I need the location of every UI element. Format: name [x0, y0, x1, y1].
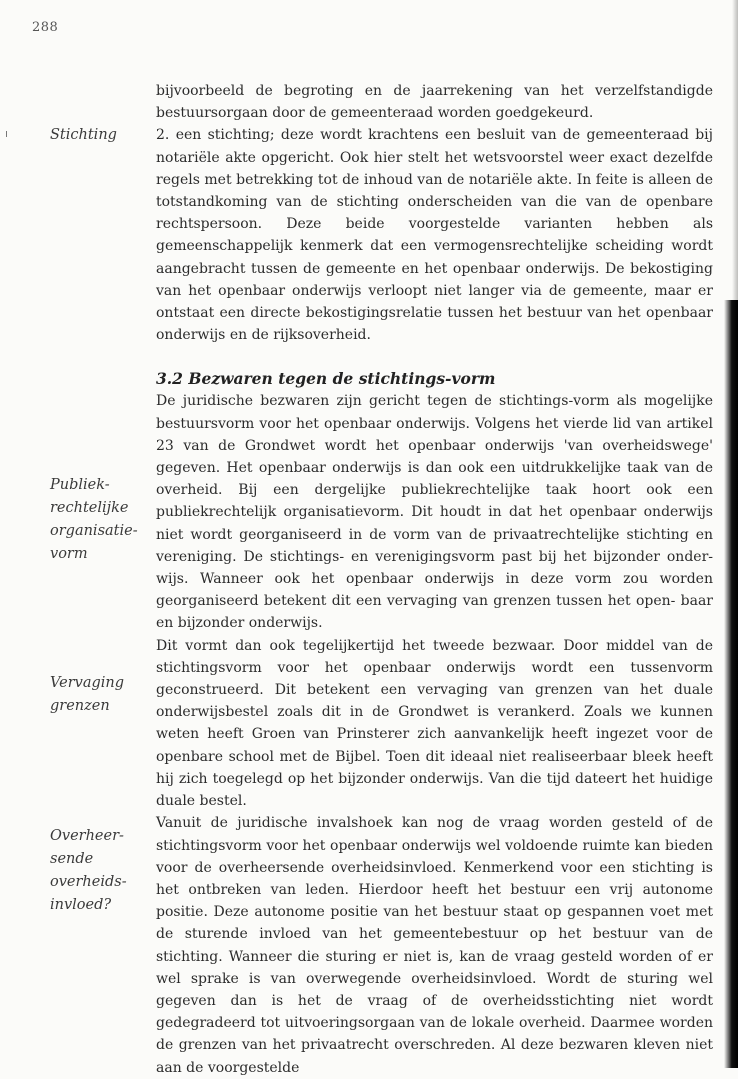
margin-note-line: Stichting: [50, 127, 117, 143]
paragraph-continuation: bijvoorbeeld de begroting en de jaarrekening van het verzelfstandigde bestuursorgaan door de gemeenteraad worden goedgekeurd.: [156, 83, 713, 122]
margin-note-overheersende-overheidsinvloed: [50, 825, 146, 917]
margin-note-line: overheids-: [50, 874, 127, 890]
scan-mark: [6, 131, 7, 137]
margin-note-line: Overheer-: [50, 828, 124, 844]
paragraph-tweede-bezwaar: Dit vormt dan ook tegelijkertijd het tweede bezwaar. Door middel van de stichtingsvorm voor het openbaar onderwijs wordt een tussenvorm geconstrueerd. Dit betekent een vervaging van grenzen van het duale onderwijsbestel zoals dit in de Grondwet is verankerd. Zoals we kunnen weten heeft Groen van Prinsterer zich aanvankelijk heeft ingezet voor de openbare school met de Bijbel. Toen dit ideaal niet realiseerbaar bleek heeft hij zich toegelegd op het bijzonder onderwijs. Van die tijd dateert het huidige duale bestel.: [156, 637, 713, 810]
paragraph-juridische-invalshoek: Vanuit de juridische invalshoek kan nog de vraag worden gesteld of de stichtingsvorm voor het openbaar onderwijs wel voldoende ruimte kan bieden voor de overheersende overheidsinvloed. Kenmerkend voor een stichting is het ontbreken van leden. Hierdoor heeft het bestuur een vrij autonome positie. Deze autonome positie van het bestuur staat op gespannen voet met de sturende invloed van het gemeentebestuur op het bestuur van de stichting. Wanneer die sturing er niet is, kan de vraag gesteld worden of er wel sprake is van overwegende overheidsinvloed. Wordt de sturing wel gegeven dan is het de vraag of de overheidsstichting niet wordt gedegradeerd tot uitvoeringsorgaan van de lokale overheid. Daarmee worden de grenzen van het privaatrecht overschreden. Al deze bezwaren kleven niet aan de voorgestelde: [156, 815, 713, 1076]
margin-note-line: Publiek-: [50, 477, 110, 493]
margin-note-line: vorm: [50, 546, 88, 562]
margin-note-publiekrechtelijke-organisatievorm: [50, 474, 146, 566]
paragraph-stichting: 2. een stichting; deze wordt krachtens een besluit van de gemeenteraad bij notariële akte opgericht. Ook hier stelt het wetsvoorstel weer exact dezelfde regels met betrekking tot de inhoud van de notariële akte. In feite is alleen de totstandkoming van de stichting onderscheiden van die van de openbare rechtspersoon. Deze beide voorgestelde varianten hebben als gemeenschappelijk kenmerk dat een vermogensrechtelijke scheiding wordt aangebracht tussen de gemeente en het openbaar onderwijs. De bekostiging van het openbaar onderwijs verloopt niet langer via de gemeente, maar er ontstaat een directe bekostigingsrelatie tussen het bestuur van het openbaar onderwijs en de rijksoverheid.: [156, 127, 713, 344]
page-number: 288: [32, 20, 59, 35]
margin-note-vervaging-grenzen: [50, 672, 146, 718]
margin-note-line: sende: [50, 851, 94, 867]
margin-note-line: grenzen: [50, 698, 110, 714]
margin-note-stichting: [50, 124, 146, 147]
page-edge-shadow-top: [732, 0, 738, 300]
margin-note-line: organisatie-: [50, 523, 138, 539]
body-text: [156, 80, 713, 1079]
section-heading: 3.2 Bezwaren tegen de stichtings-vorm: [156, 369, 496, 389]
paragraph-juridische-bezwaren: De juridische bezwaren zijn gericht tegen de stichtings-vorm als mogelijke bestuursvorm voor het openbaar onderwijs. Volgens het vierde lid van artikel 23 van de Grondwet wordt het openbaar onderwijs 'van overheidswege' gegeven. Het openbaar onderwijs is dan ook een uitdrukkelijke taak van de overheid. Bij een dergelijke publiekrechtelijke taak hoort ook een publiekrechtelijk organisatievorm. Dit houdt in dat het openbaar onderwijs niet wordt georganiseerd in de vorm van de privaatrechtelijke stichting en vereniging. De stichtings- en verenigingsvorm past bij het bijzonder onder- wijs. Wanneer ook het openbaar onderwijs in deze vorm zou worden georganiseerd betekent dit een vervaging van grenzen tussen het open- baar en bijzonder onderwijs.: [156, 393, 713, 632]
margin-note-line: Vervaging: [50, 675, 125, 691]
margin-note-line: rechtelijke: [50, 500, 129, 516]
margin-note-line: invloed?: [50, 897, 112, 913]
page-edge-shadow: [724, 300, 738, 1068]
